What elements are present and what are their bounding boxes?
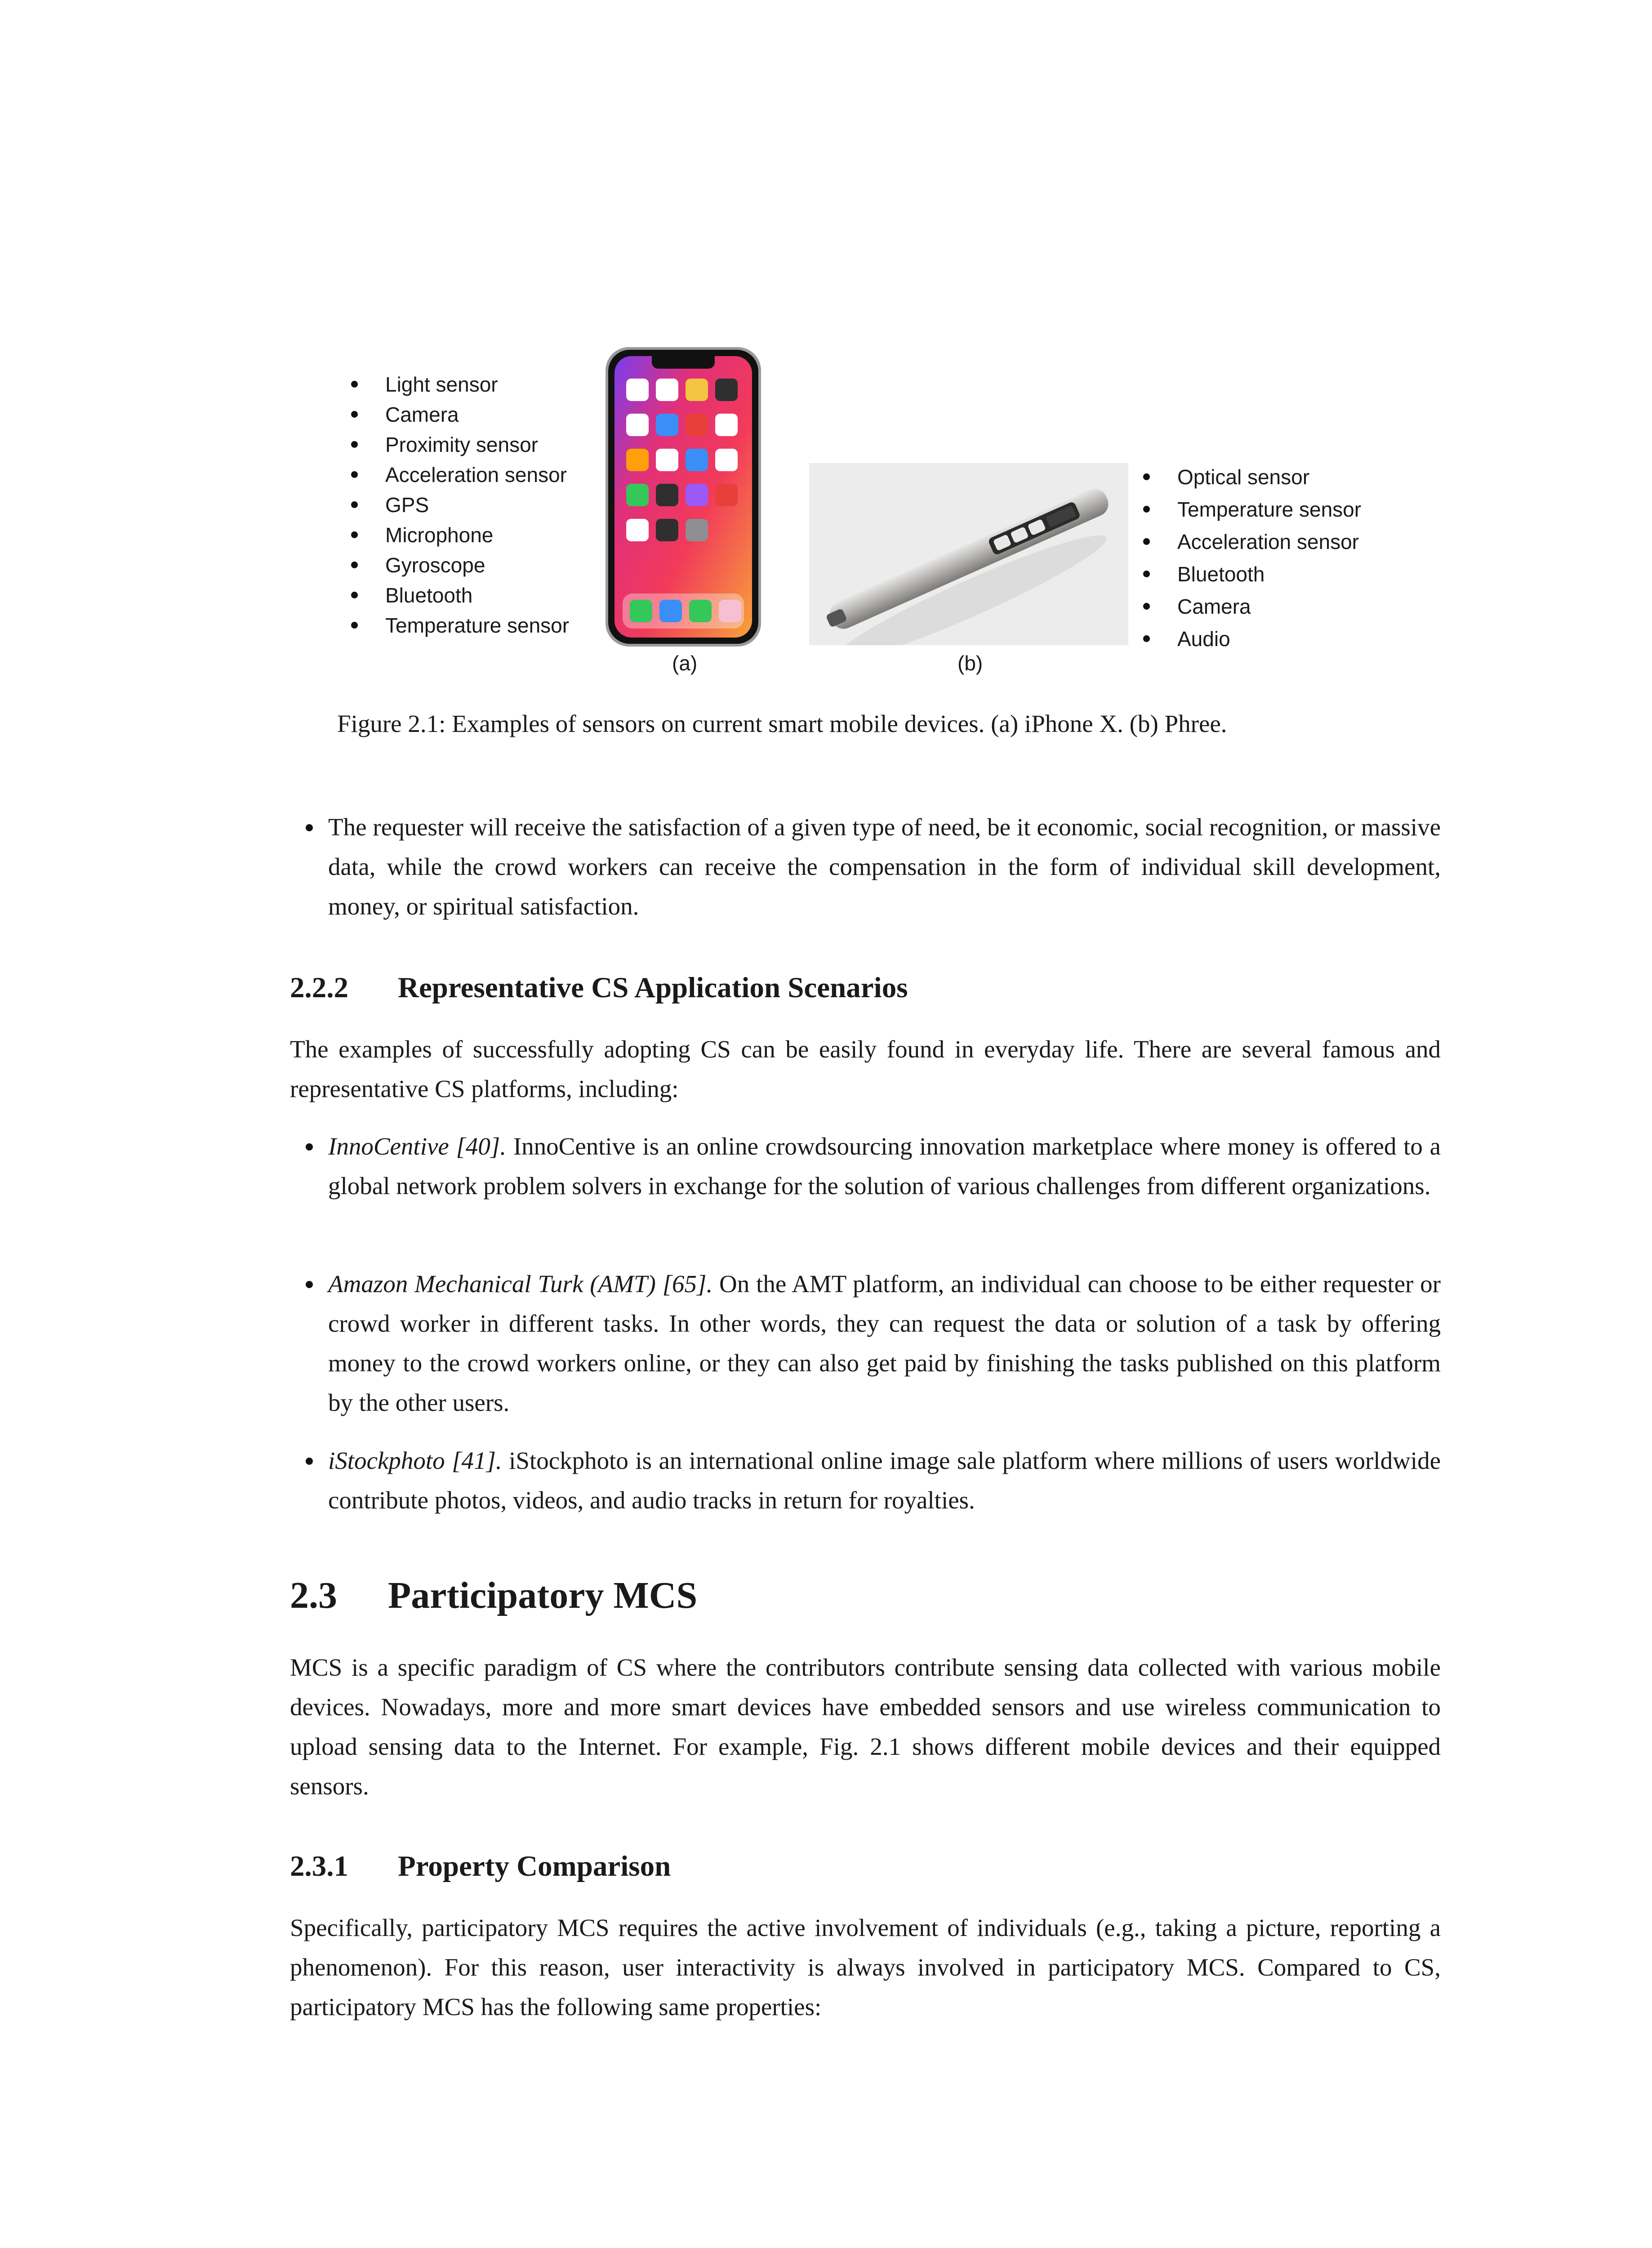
section-number: 2.2.2	[290, 972, 348, 1004]
sensor-a-item: Camera	[348, 400, 569, 430]
sensor-a-item: Microphone	[348, 520, 569, 550]
figure-caption: Figure 2.1: Examples of sensors on current smart mobile devices. (a) iPhone X. (b) Phree.	[337, 710, 1227, 737]
sensor-a-item: Temperature sensor	[348, 611, 569, 641]
sensor-b-item: Temperature sensor	[1140, 493, 1361, 526]
app-icon	[656, 449, 678, 471]
dock-app-icon	[689, 600, 712, 622]
section-heading-2-3	[290, 1574, 697, 1617]
sensor-list-b	[1140, 461, 1361, 655]
sensor-b-item: Camera	[1140, 590, 1361, 623]
paragraph-mcs: MCS is a specific paradigm of CS where the contributors contribute sensing data collected with various mobile devices. Nowadays, more and more smart devices have embedded sensors and use wireless communication to upload sensing data to the Internet. For example, Fig. 2.1 shows different mobile devices and their equipped sensors.	[290, 1654, 1441, 1800]
section-title: Property Comparison	[398, 1850, 671, 1882]
paragraph-property: Specifically, participatory MCS requires the active involvement of individuals (e.g., taking a picture, reporting a phenomenon). For this reason, user interactivity is always involved in participatory MCS. Compared to CS, participatory MCS has the following same properties:	[290, 1914, 1441, 2021]
app-icon	[626, 484, 649, 506]
sensor-a-item: Light sensor	[348, 370, 569, 400]
figure	[0, 0, 1652, 764]
sensor-b-item: Bluetooth	[1140, 558, 1361, 590]
app-icon	[626, 449, 649, 471]
sensor-b-item: Acceleration sensor	[1140, 526, 1361, 558]
app-icon	[626, 519, 649, 541]
platform-name: iStockphoto [41].	[328, 1447, 502, 1474]
bullet-requester	[328, 807, 1441, 926]
sensor-a-item: Gyroscope	[348, 550, 569, 580]
dock-app-icon	[719, 600, 741, 622]
bullet-dot	[306, 1281, 313, 1288]
figure-label-a: (a)	[672, 651, 698, 675]
sensor-a-item: Proximity sensor	[348, 430, 569, 460]
list-item-amt	[328, 1264, 1441, 1423]
app-icon	[715, 484, 738, 506]
platform-description: InnoCentive is an online crowdsourcing innovation marketplace where money is offered to a global network problem solvers in exchange for the solution of various challenges from different organizations.	[328, 1133, 1441, 1200]
section-title: Participatory MCS	[388, 1574, 698, 1616]
section-title: Representative CS Application Scenarios	[398, 972, 908, 1004]
app-icon	[686, 484, 708, 506]
app-icon	[626, 414, 649, 436]
app-icon	[656, 414, 678, 436]
app-icon	[686, 414, 708, 436]
list-item-innocentive	[328, 1127, 1441, 1206]
app-icon	[715, 449, 738, 471]
platform-description: On the AMT platform, an individual can choose to be either requester or crowd worker in different tasks. In other words, they can request the data or solution of a task by offering money to the crowd workers online, or they can also get paid by finishing the tasks published on this platform by the other users.	[328, 1270, 1441, 1416]
iphone-image	[605, 346, 762, 647]
dock-app-icon	[659, 600, 682, 622]
platform-name: InnoCentive [40].	[328, 1133, 507, 1160]
bullet-text: The requester will receive the satisfaction of a given type of need, be it economic, social recognition, or massive data, while the crowd workers can receive the compensation in the form of individual skill development, money, or spiritual satisfaction.	[328, 813, 1441, 920]
app-icon	[686, 449, 708, 471]
app-icon	[656, 484, 678, 506]
sensor-b-item: Audio	[1140, 623, 1361, 655]
sensor-a-item: GPS	[348, 490, 569, 520]
sensor-a-item: Bluetooth	[348, 580, 569, 611]
app-icon	[715, 379, 738, 401]
app-icon	[686, 519, 708, 541]
sensor-b-item: Optical sensor	[1140, 461, 1361, 493]
platform-description: iStockphoto is an international online image sale platform where millions of users worldwide contribute photos, videos, and audio tracks in return for royalties.	[328, 1447, 1441, 1514]
bullet-dot	[306, 824, 313, 831]
app-icon	[686, 379, 708, 401]
app-icon	[626, 379, 649, 401]
phree-pen-image	[809, 463, 1128, 645]
paragraph-intro: The examples of successfully adopting CS can be easily found in everyday life. There are several famous and representative CS platforms, including:	[290, 1035, 1441, 1102]
app-icon	[656, 379, 678, 401]
bullet-dot	[306, 1458, 313, 1465]
list-item-istockphoto	[328, 1441, 1441, 1520]
section-number: 2.3	[290, 1574, 337, 1616]
section-heading-2-2-2	[290, 971, 908, 1005]
app-icon	[715, 414, 738, 436]
dock-app-icon	[630, 600, 652, 622]
bullet-dot	[306, 1143, 313, 1151]
section-heading-2-3-1	[290, 1850, 671, 1883]
app-icon	[656, 519, 678, 541]
figure-label-b: (b)	[957, 651, 983, 675]
sensor-a-item: Acceleration sensor	[348, 460, 569, 490]
platform-name: Amazon Mechanical Turk (AMT) [65].	[328, 1270, 713, 1298]
section-number: 2.3.1	[290, 1850, 348, 1882]
sensor-list-a	[348, 370, 569, 641]
